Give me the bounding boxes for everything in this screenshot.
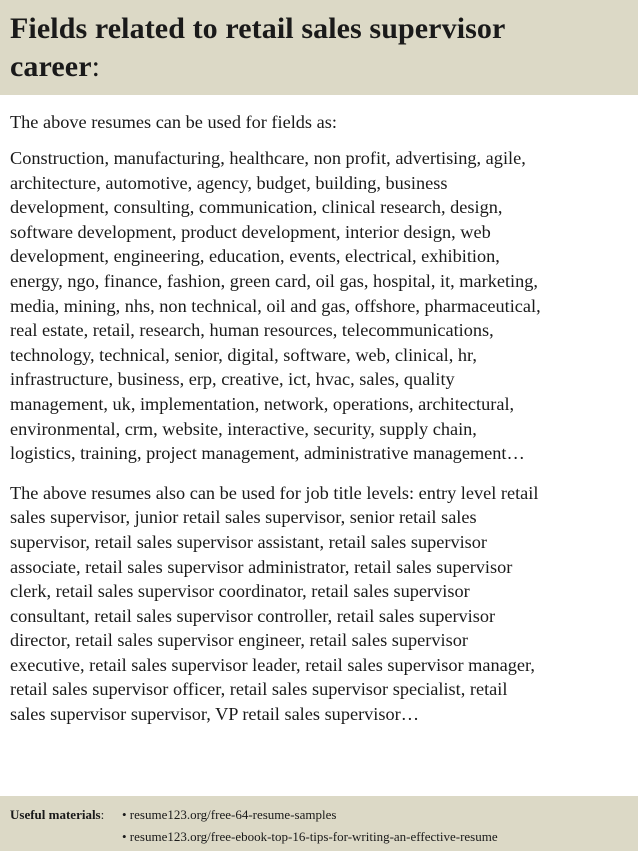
footer-label-spacer (10, 826, 122, 848)
fields-line: energy, ngo, finance, fashion, green card, oil gas, hospital, it, marketing, (10, 270, 538, 291)
levels-line: executive, retail sales supervisor leader, retail sales supervisor manager, (10, 654, 535, 675)
useful-materials-colon: : (100, 807, 105, 822)
title-line-2: career (10, 50, 92, 83)
fields-line: development, engineering, education, events, electrical, exhibition, (10, 246, 500, 267)
ebook-tips-link[interactable]: • resume123.org/free-ebook-top-16-tips-for-writing-an-effective-resume (122, 829, 498, 844)
levels-line: sales supervisor, junior retail sales supervisor, senior retail sales (10, 507, 477, 528)
levels-line: associate, retail sales supervisor administrator, retail sales supervisor (10, 556, 513, 577)
levels-line: director, retail sales supervisor engineer, retail sales supervisor (10, 630, 468, 651)
footer-row (10, 804, 638, 826)
levels-line: consultant, retail sales supervisor controller, retail sales supervisor (10, 605, 496, 626)
fields-line: infrastructure, business, erp, creative, ict, hvac, sales, quality (10, 369, 455, 390)
footer-row (10, 826, 638, 848)
fields-line: software development, product development, interior design, web (10, 221, 491, 242)
fields-line: technology, technical, senior, digital, software, web, clinical, hr, (10, 344, 477, 365)
footer-banner (0, 796, 638, 851)
fields-line: development, consulting, communication, clinical research, design, (10, 197, 503, 218)
resume-samples-link[interactable]: • resume123.org/free-64-resume-samples (122, 807, 337, 822)
fields-line: logistics, training, project management, administrative management… (10, 443, 525, 464)
useful-materials-label-text: Useful materials (10, 807, 101, 822)
fields-paragraph (10, 146, 635, 466)
fields-line: architecture, automotive, agency, budget, building, business (10, 172, 448, 193)
levels-line: sales supervisor supervisor, VP retail sales supervisor… (10, 704, 420, 725)
page-title (10, 10, 628, 86)
levels-line: clerk, retail sales supervisor coordinator, retail sales supervisor (10, 581, 470, 602)
fields-line: Construction, manufacturing, healthcare, non profit, advertising, agile, (10, 148, 526, 168)
levels-line: supervisor, retail sales supervisor assistant, retail sales supervisor (10, 531, 488, 552)
job-levels-paragraph (10, 481, 635, 727)
fields-line: management, uk, implementation, network, operations, architectural, (10, 393, 515, 414)
levels-line: The above resumes also can be used for job title levels: entry level retail (10, 482, 539, 503)
title-colon: : (91, 50, 101, 83)
fields-line: environmental, crm, website, interactive, security, supply chain, (10, 418, 477, 439)
title-line-1: Fields related to retail sales supervisor (10, 12, 506, 45)
levels-line: retail sales supervisor officer, retail sales supervisor specialist, retail (10, 679, 508, 700)
fields-line: real estate, retail, research, human resources, telecommunications, (10, 320, 494, 341)
useful-materials-label (10, 804, 122, 826)
fields-line: media, mining, nhs, non technical, oil and gas, offshore, pharmaceutical, (10, 295, 541, 316)
intro-text: The above resumes can be used for fields as: (10, 112, 337, 132)
main-content (10, 110, 635, 727)
header-banner (0, 0, 638, 95)
